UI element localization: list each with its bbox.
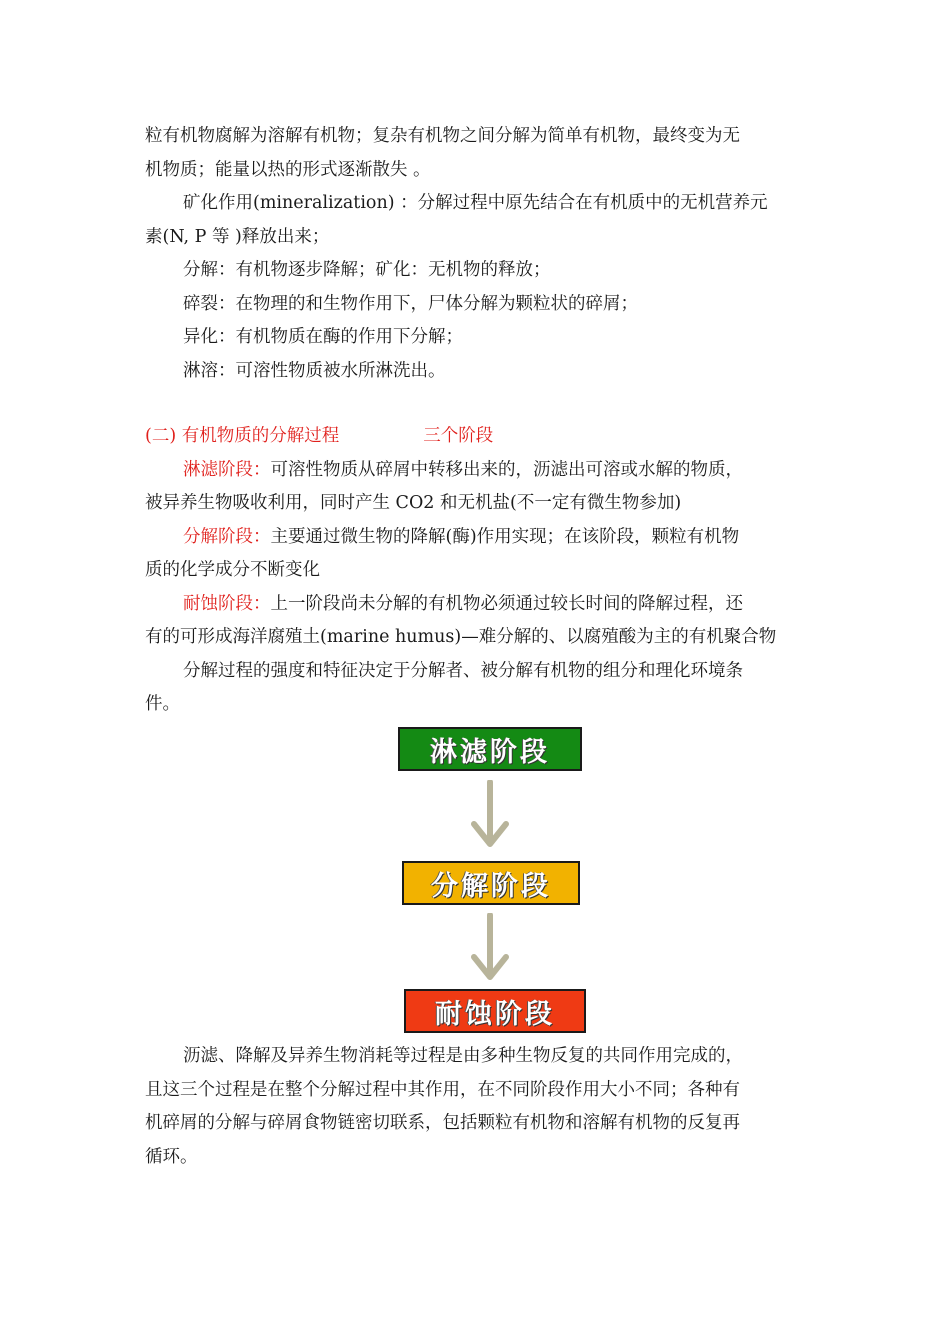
- fragmentation-definition: 碎裂：在物理的和生物作用下，尸体分解为颗粒状的碎屑；: [183, 293, 638, 314]
- mineralization-line-1: 矿化作用(mineralization) ：分解过程中原先结合在有机质中的无机营养元: [183, 193, 768, 213]
- stage2-label: 分解阶段：: [183, 526, 271, 547]
- stage1-text-1: 可溶性物质从碎屑中转移出来的，沥滤出可溶或水解的物质，: [270, 459, 743, 480]
- stage1-label: 淋滤阶段：: [183, 459, 271, 480]
- stage1-paragraph-line-1: [145, 454, 810, 488]
- stage3-paragraph-line-1: [145, 588, 810, 622]
- closing-line-1: 沥滤、降解及异养生物消耗等过程是由多种生物反复的共同作用完成的，: [183, 1046, 743, 1066]
- stage2-text-1: 主要通过微生物的降解(酶)作用实现；在该阶段，颗粒有机物: [270, 526, 740, 547]
- closing-paragraph: [145, 1040, 810, 1174]
- decomposition-stage-box: 分解阶段: [402, 861, 580, 905]
- stage2-text-2: 质的化学成分不断变化: [145, 560, 320, 580]
- down-arrow-icon: [470, 780, 510, 850]
- mineralization-line-2: 素(N, P 等 )释放出来；: [145, 226, 330, 247]
- factors-line-2: 件。: [145, 694, 180, 714]
- factors-line-1: 分解过程的强度和特征决定于分解者、被分解有机物的组分和理化环境条: [183, 660, 743, 681]
- stage3-label: 耐蚀阶段：: [183, 593, 271, 614]
- stage3-text-1: 上一阶段尚未分解的有机物必须通过较长时间的降解过程，还: [270, 593, 743, 614]
- intro-line-1: 粒有机物腐解为溶解有机物；复杂有机物之间分解为简单有机物，最终变为无: [145, 126, 740, 146]
- stage1-text-2: 被异养生物吸收利用，同时产生 CO2 和无机盐(不一定有微生物参加): [145, 493, 682, 513]
- leaching-definition: 淋溶：可溶性物质被水所淋洗出。: [183, 360, 446, 381]
- intro-line-2: 机物质；能量以热的形式逐渐散失 。: [145, 159, 431, 180]
- section-heading-stages: 三个阶段: [423, 426, 494, 446]
- stage3-text-2: 有的可形成海洋腐殖土(marine humus)—难分解的、以腐殖酸为主的有机聚合物: [145, 627, 777, 647]
- down-arrow-icon: [470, 913, 510, 983]
- section-heading: [145, 420, 810, 454]
- spacer: [145, 388, 810, 420]
- section-heading-title: (二) 有机物质的分解过程: [145, 426, 340, 446]
- document-body: [145, 120, 810, 722]
- closing-line-4: 循环。: [145, 1146, 198, 1167]
- closing-line-3: 机碎屑的分解与碎屑食物链密切联系，包括颗粒有机物和溶解有机物的反复再: [145, 1113, 740, 1133]
- closing-line-2: 且这三个过程是在整个分解过程中其作用，在不同阶段作用大小不同；各种有: [145, 1079, 740, 1100]
- stages-flow-diagram: [398, 727, 590, 1037]
- decomposition-definition: 分解：有机物逐步降解；矿化：无机物的释放；: [183, 260, 551, 280]
- leaching-stage-box: 淋滤阶段: [398, 727, 582, 771]
- refractory-stage-box: 耐蚀阶段: [404, 989, 586, 1033]
- catabolism-definition: 异化：有机物质在酶的作用下分解；: [183, 327, 463, 347]
- stage2-paragraph-line-1: [145, 521, 810, 555]
